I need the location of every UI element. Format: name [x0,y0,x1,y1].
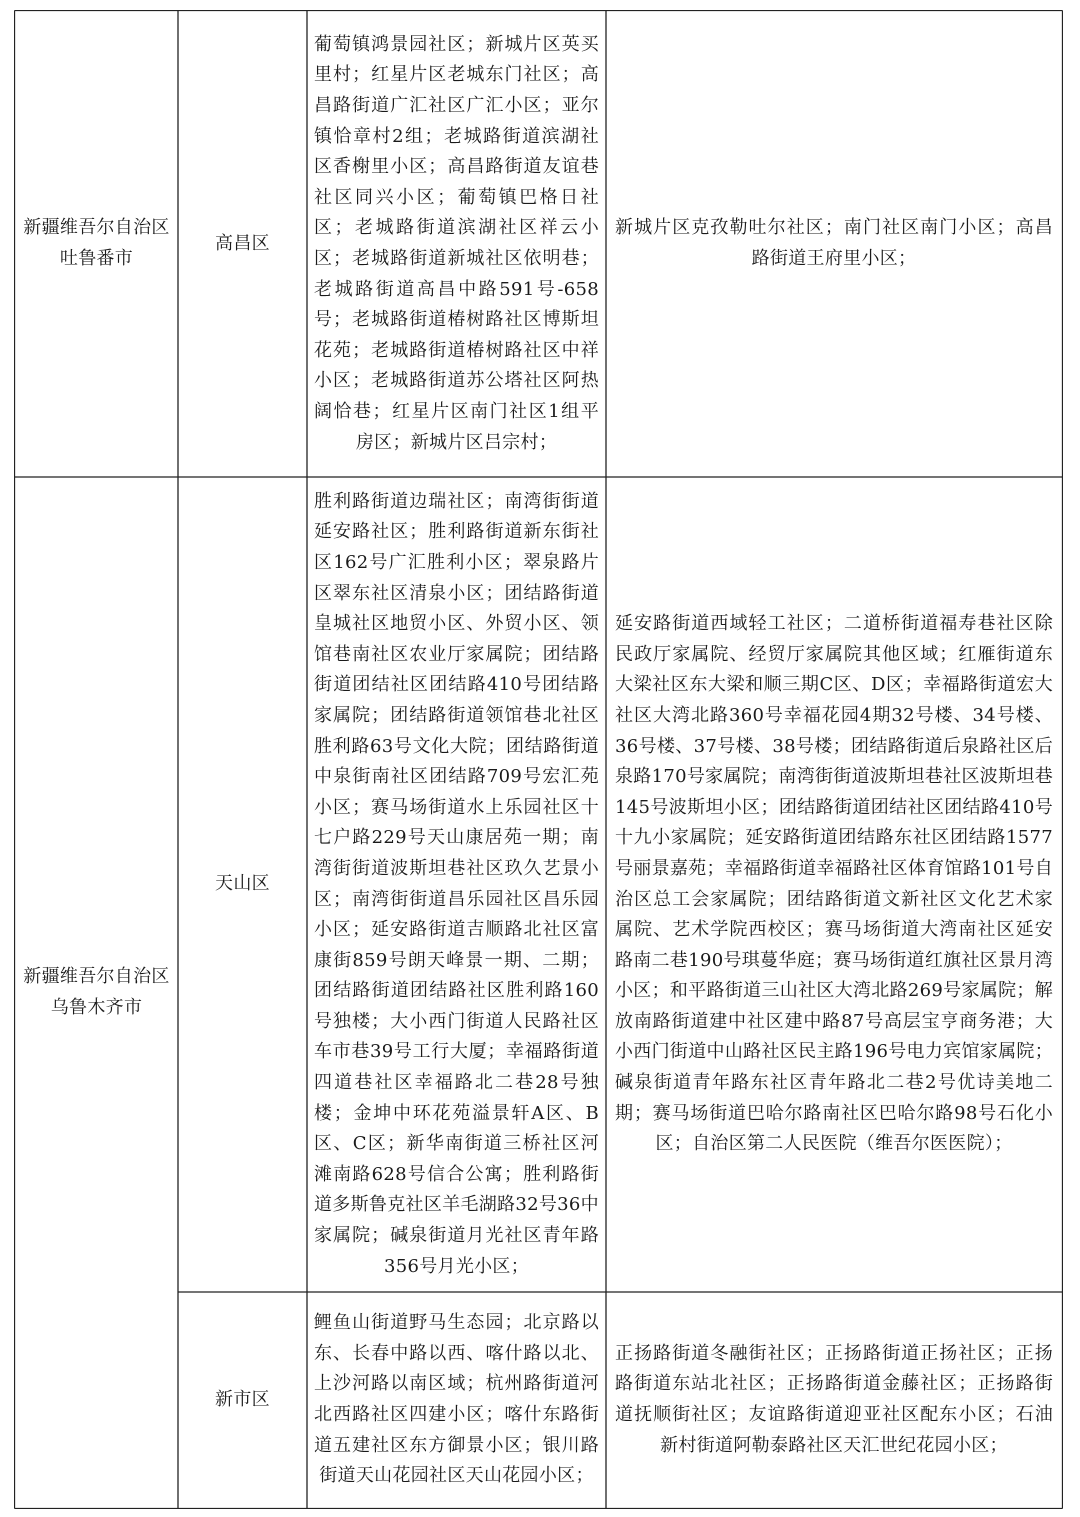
areas-cell-gaochang [307,11,606,477]
area-list: 葡萄镇鸿景园社区；新城片区英买里村；红星片区老城东门社区；高昌路街道广汇社区广汇小区；亚尔镇恰章村2组；老城路街道滨湖社区香榭里小区；高昌路街道友谊巷社区同兴小区；葡萄镇巴格日社区；老城路街道滨湖社区祥云小区；老城路街道新城社区依明巷；老城路街道高昌中路591号-658号；老城路街道椿树路社区博斯坦花苑；老城路街道椿树路社区中祥小区；老城路街道苏公塔社区阿热阔恰巷；红星片区南门社区1组平房区；新城片区吕宗村； [314,33,599,453]
area-list: 胜利路街道边瑞社区；南湾街街道延安路社区；胜利路街道新东街社区162号广汇胜利小区；翠泉路片区翠东社区清泉小区；团结路街道皇城社区地贸小区、外贸小区、领馆巷南社区农业厅家属院；团结路街道团结社区团结路410号团结路家属院；团结路街道领馆巷北社区胜利路63号文化大院；团结路街道中泉街南社区团结路709号宏汇苑小区；赛马场街道水上乐园社区十七户路229号天山康居苑一期；南湾街街道波斯坦巷社区玖久艺景小区；南湾街街道昌乐园社区昌乐园小区；延安路街道吉顺路北社区富康街859号朗天峰景一期、二期；团结路街道团结路社区胜利路160号独楼；大小西门街道人民路社区车市巷39号工行大厦；幸福路街道四道巷社区幸福路北二巷28号独楼；金坤中环花苑溢景轩A区、B区、C区；新华南街道三桥社区河滩南路628号信合公寓；胜利路街道多斯鲁克社区羊毛湖路32号36中家属院；碱泉街道月光社区青年路356号月光小区； [314,490,599,1277]
district-name: 新市区 [215,1388,270,1410]
city-name: 新疆维吾尔自治区乌鲁木齐市 [23,965,170,1018]
areas-cell-xinshi-right [606,1292,1062,1508]
district-name: 天山区 [215,873,270,895]
district-name: 高昌区 [215,232,270,254]
district-cell-xinshi [178,1292,307,1508]
document-page [14,10,1063,1509]
area-list: 延安路街道西域轻工社区；二道桥街道福寿巷社区除民政厅家属院、经贸厅家属院其他区域；红雁街道东大梁社区东大梁和顺三期C区、D区；幸福路街道宏大社区大湾北路360号幸福花园4期32号楼、34号楼、36号楼、37号楼、38号楼；团结路街道后泉路社区后泉路170号家属院；南湾街街道波斯坦巷社区波斯坦巷145号波斯坦小区；团结路街道团结社区团结路410号十九小家属院；延安路街道团结路东社区团结路1577号丽景嘉苑；幸福路街道幸福路社区体育馆路101号自治区总工会家属院；团结路街道文新社区文化艺术家属院、艺术学院西校区；赛马场街道大湾南社区延安路南二巷190号琪蔓华庭；赛马场街道红旗社区景月湾小区；和平路街道三山社区大湾北路269号家属院；解放南路街道建中社区建中路87号高层宝亨商务港；大小西门街道中山路社区民主路196号电力宾馆家属院；碱泉街道青年路东社区青年路北二巷2号优诗美地二期；赛马场街道巴哈尔路南社区巴哈尔路98号石化小区；自治区第二人民医院（维吾尔医医院）； [615,613,1053,1155]
city-cell-urumqi [15,477,178,1508]
district-cell-tianshan [178,477,307,1292]
areas-cell-xinshi [307,1292,606,1508]
area-list: 新城片区克孜勒吐尔社区；南门社区南门小区；高昌路街道王府里小区； [615,217,1053,269]
area-list: 鲤鱼山街道野马生态园；北京路以东、长春中路以西、喀什路以北、上沙河路以南区域；杭州路街道河北西路社区四建小区；喀什东路街道五建社区东方御景小区；银川路街道天山花园社区天山花园小区； [314,1312,599,1487]
areas-cell-tianshan-right [606,477,1062,1292]
areas-cell-gaochang-right [606,11,1062,477]
area-list: 正扬路街道冬融街社区；正扬路街道正扬社区；正扬路街道东站北社区；正扬路街道金藤社区；正扬路街道抚顺街社区；友谊路街道迎亚社区配东小区；石油新村街道阿勒泰路社区天汇世纪花园小区； [615,1342,1053,1456]
city-name: 新疆维吾尔自治区吐鲁番市 [23,217,170,269]
district-cell-gaochang [178,11,307,477]
areas-cell-tianshan [307,477,606,1292]
city-cell-turpan [15,11,178,477]
